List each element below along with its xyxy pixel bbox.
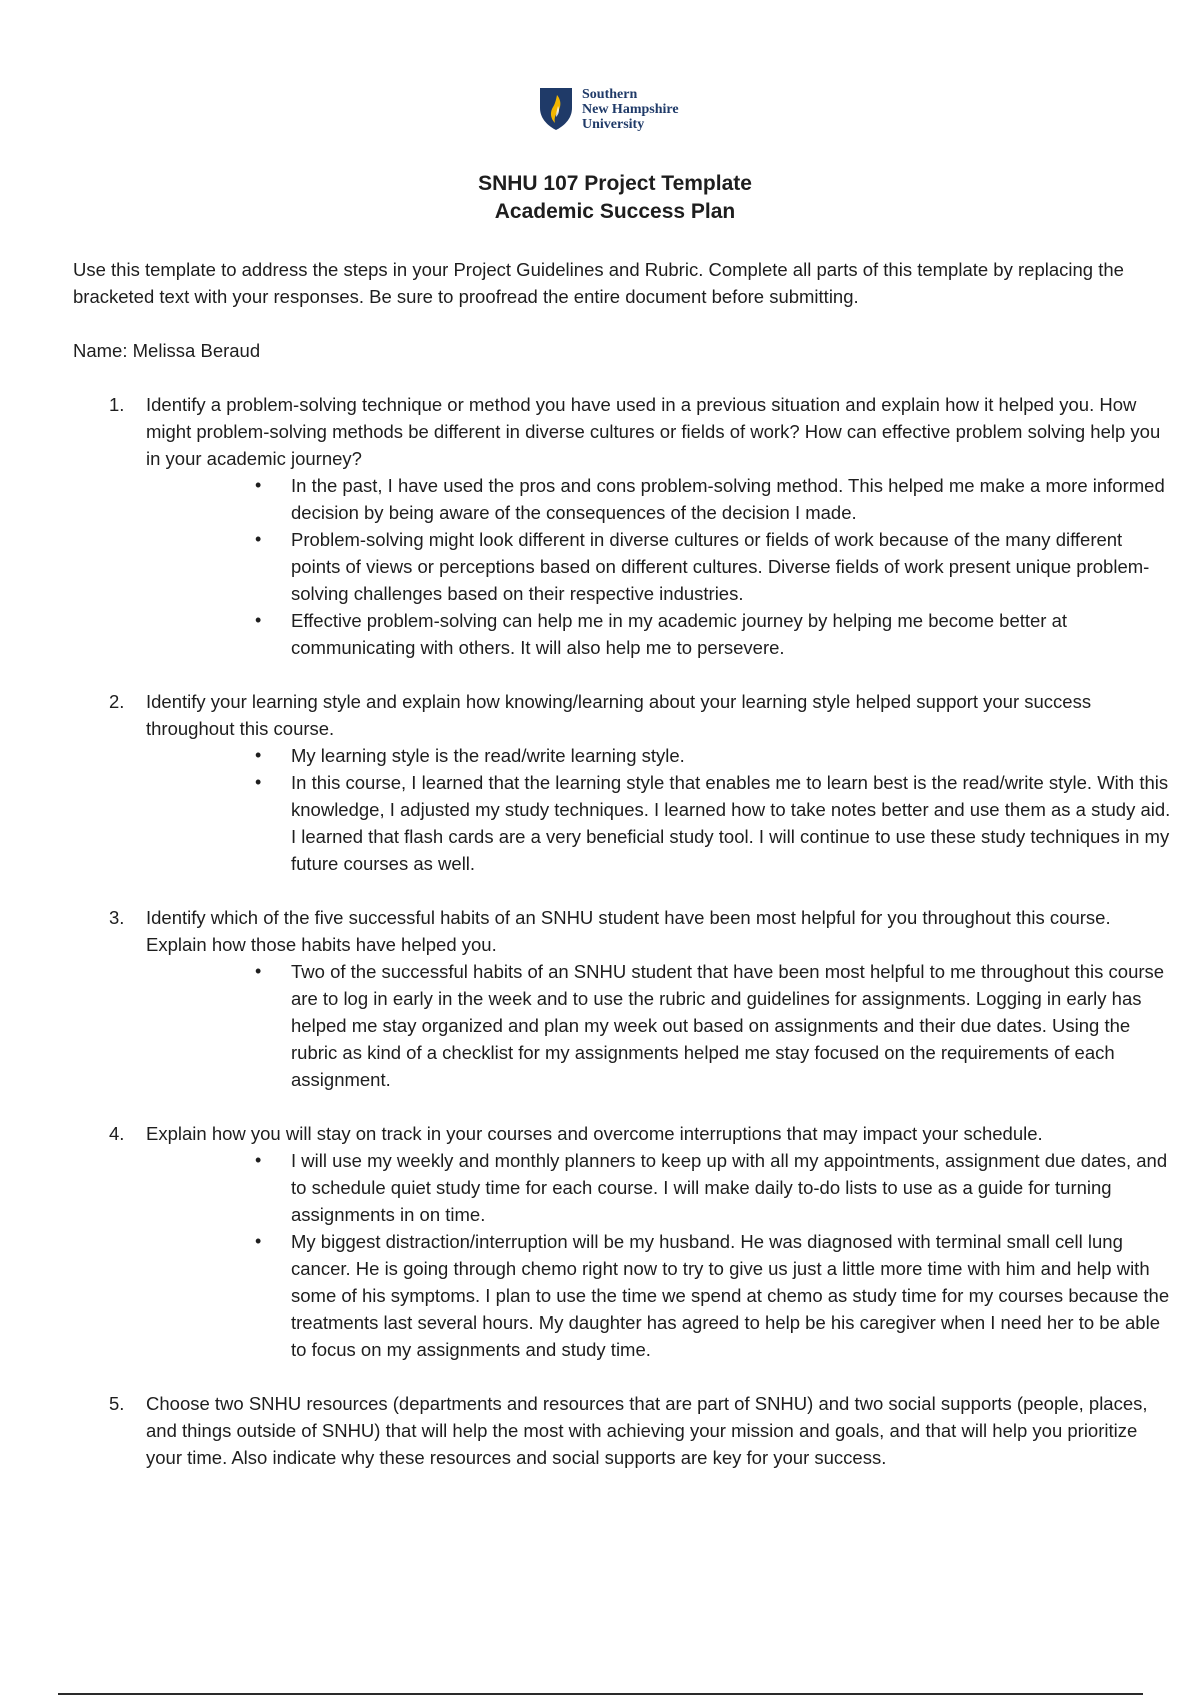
bullet-icon: • xyxy=(255,1231,262,1251)
shield-flame-icon xyxy=(538,86,574,132)
answer-list xyxy=(146,472,1173,661)
logo-wordmark xyxy=(582,87,679,132)
question-text: Explain how you will stay on track in your courses and overcome interruptions that may impact your schedule. xyxy=(146,1123,1043,1144)
answer-text: My learning style is the read/write learning style. xyxy=(291,745,685,766)
answer-list xyxy=(146,742,1173,877)
question-item xyxy=(73,391,1173,661)
answer-text: In this course, I learned that the learning style that enables me to learn best is the read/write style. With this knowledge, I adjusted my study techniques. I learned how to take notes better and use them as a study aid. I learned that flash cards are a very beneficial study tool. I will continue to use these study techniques in my future courses as well. xyxy=(291,772,1171,874)
answer-item xyxy=(255,526,1173,607)
answer-text: Effective problem-solving can help me in my academic journey by helping me become better at communicating with others. It will also help me to persevere. xyxy=(291,610,1068,658)
answer-text: In the past, I have used the pros and cons problem-solving method. This helped me make a more informed decision by being aware of the consequences of the decision I made. xyxy=(291,475,1165,523)
logo-line-2: New Hampshire xyxy=(582,101,679,117)
question-text: Identify which of the five successful habits of an SNHU student have been most helpful for you throughout this course. Explain how those habits have helped you. xyxy=(146,907,1111,955)
footer-divider xyxy=(58,1693,1143,1695)
logo-line-1: Southern xyxy=(582,86,638,102)
answer-item xyxy=(255,769,1173,877)
answer-text: My biggest distraction/interruption will be my husband. He was diagnosed with terminal small cell lung cancer. He is going through chemo right now to try to give us just a little more time with him and help with some of his symptoms. I plan to use the time we spend at chemo as study time for my courses because the treatments last several hours. My daughter has agreed to help be his caregiver when I need her to be able to focus on my assignments and study time. xyxy=(291,1231,1170,1360)
question-item xyxy=(73,1120,1173,1363)
bullet-icon: • xyxy=(255,961,262,981)
question-number: 4. xyxy=(109,1123,125,1144)
answer-list xyxy=(146,1147,1173,1363)
question-item xyxy=(73,1390,1173,1471)
question-item xyxy=(73,688,1173,877)
answer-item xyxy=(255,1228,1173,1363)
question-text: Identify your learning style and explain how knowing/learning about your learning style helped support your success throughout this course. xyxy=(146,691,1092,739)
question-item xyxy=(73,904,1173,1093)
question-number: 1. xyxy=(109,394,125,415)
logo-line-3: University xyxy=(582,116,645,132)
answer-text: Problem-solving might look different in diverse cultures or fields of work because of the many different points of views or perceptions based on different cultures. Diverse fields of work present unique problem-solving challenges based on their respective industries. xyxy=(291,529,1150,604)
answer-item xyxy=(255,472,1173,526)
answer-list xyxy=(146,958,1173,1093)
student-name: Name: Melissa Beraud xyxy=(73,340,261,361)
question-number: 3. xyxy=(109,907,125,928)
question-number: 2. xyxy=(109,691,125,712)
question-text: Identify a problem-solving technique or method you have used in a previous situation and explain how it helped you. How might problem-solving methods be different in diverse cultures or fields of work? How can effective problem solving help you in your academic journey? xyxy=(146,394,1161,469)
bullet-icon: • xyxy=(255,772,262,792)
question-text: Choose two SNHU resources (departments and resources that are part of SNHU) and two social supports (people, places, and things outside of SNHU) that will help the most with achieving your mission and goals, and that will help you prioritize your time. Also indicate why these resources and social supports are key for your success. xyxy=(146,1393,1148,1468)
answer-item xyxy=(255,607,1173,661)
bullet-icon: • xyxy=(255,745,262,765)
document-title xyxy=(0,170,1200,226)
question-list xyxy=(73,391,1173,1498)
answer-item xyxy=(255,1147,1173,1228)
answer-text: I will use my weekly and monthly planners to keep up with all my appointments, assignment due dates, and to schedule quiet study time for each course. I will make daily to-do lists to use as a guide for turning assignments in on time. xyxy=(291,1150,1168,1225)
bullet-icon: • xyxy=(255,475,262,495)
title-line-1: SNHU 107 Project Template xyxy=(478,172,752,195)
title-line-2: Academic Success Plan xyxy=(494,200,736,223)
answer-item xyxy=(255,958,1173,1093)
bullet-icon: • xyxy=(255,1150,262,1170)
answer-item xyxy=(255,742,1173,769)
answer-text: Two of the successful habits of an SNHU student that have been most helpful to me throughout this course are to log in early in the week and to use the rubric and guidelines for assignments. Logging in early has helped me stay organized and plan my week out based on assignments and their due dates. Using the rubric as kind of a checklist for my assignments helped me stay focused on the requirements of each assignment. xyxy=(291,961,1165,1090)
intro-paragraph: Use this template to address the steps in your Project Guidelines and Rubric. Complete all parts of this template by replacing the bracketed text with your responses. Be sure to proofread the entire document before submitting. xyxy=(73,259,1124,307)
bullet-icon: • xyxy=(255,529,262,549)
question-number: 5. xyxy=(109,1393,125,1414)
bullet-icon: • xyxy=(255,610,262,630)
snhu-logo xyxy=(538,86,679,132)
